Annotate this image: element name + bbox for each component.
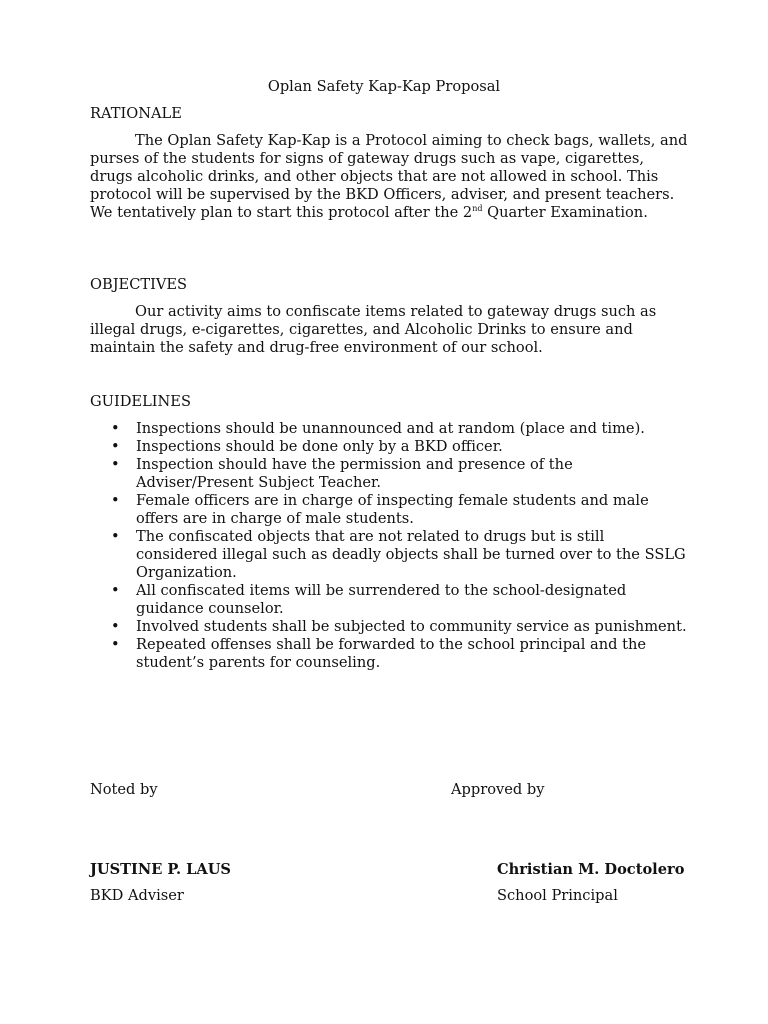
noted-by-name: JUSTINE P. LAUS: [90, 861, 231, 878]
noted-by-label: Noted by: [90, 781, 158, 798]
guideline-item: • The confiscated objects that are not related to drugs but is still considered illegal such as deadly objects shall be turned over to the SSLG Organization.: [90, 528, 690, 582]
approved-by-label: Approved by: [451, 781, 545, 798]
objectives-paragraph: Our activity aims to confiscate items related to gateway drugs such as illegal drugs, e-cigarettes, cigarettes, and Alcoholic Drinks to ensure and maintain the safety and drug-free environment of our school.: [90, 303, 657, 356]
rationale-superscript: nd: [472, 204, 483, 213]
noted-by-role: BKD Adviser: [90, 887, 184, 904]
guideline-item: • Inspections should be unannounced and at random (place and time).: [90, 420, 690, 438]
approved-by-role: School Principal: [497, 887, 618, 904]
guidelines-heading: GUIDELINES: [90, 393, 191, 410]
objectives-heading: OBJECTIVES: [90, 276, 188, 293]
rationale-text: The Oplan Safety Kap-Kap is a Protocol aiming to check bags, wallets, and purses of the students for signs of gateway drugs such as vape, cigarettes, drugs alcoholic drinks, and other objects that are not allowed in school. This protocol will be supervised by the BKD Officers, adviser, and present teachers. We tentatively plan to start this protocol after the 2: [90, 132, 688, 221]
guideline-item: • Inspection should have the permission and presence of the Adviser/Present Subject Teacher.: [90, 456, 690, 492]
rationale-paragraph: [90, 132, 690, 222]
guideline-item: • Involved students shall be subjected to community service as punishment.: [90, 618, 690, 636]
guideline-item: • Female officers are in charge of inspecting female students and male offers are in charge of male students.: [90, 492, 690, 528]
rationale-heading: RATIONALE: [90, 105, 182, 122]
approved-by-name: Christian M. Doctolero: [497, 861, 685, 878]
guideline-item: • All confiscated items will be surrendered to the school-designated guidance counselor.: [90, 582, 690, 618]
guidelines-list: [90, 420, 690, 672]
guideline-item: • Repeated offenses shall be forwarded to the school principal and the student’s parents for counseling.: [90, 636, 690, 672]
rationale-text-end: Quarter Examination.: [482, 204, 648, 221]
guideline-item: • Inspections should be done only by a BKD officer.: [90, 438, 690, 456]
document-title: Oplan Safety Kap-Kap Proposal: [267, 78, 501, 95]
